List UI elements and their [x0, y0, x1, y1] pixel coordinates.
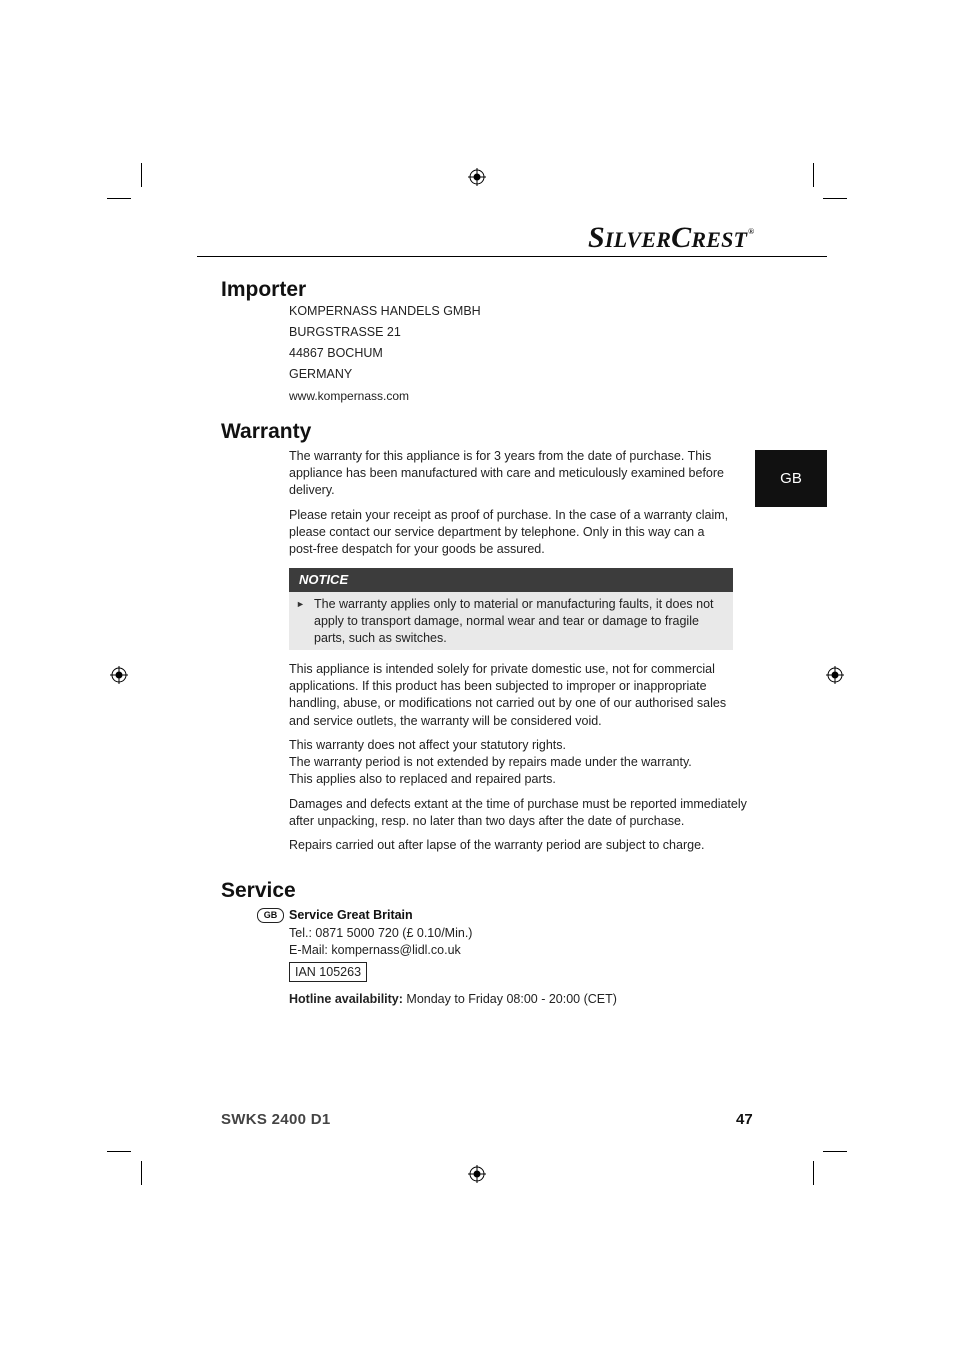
- warranty-paragraph: This appliance is intended solely for private domestic use, not for commercial applications. If this product has been subjected to improper or inappropriate handling, abuse, or modifications not carried out by one of our authorised sales and service outlets, the warranty will be considered void.: [289, 662, 727, 728]
- warranty-paragraph: Repairs carried out after lapse of the warranty period are subject to charge.: [289, 838, 705, 852]
- importer-line: KOMPERNASS HANDELS GMBH: [289, 304, 481, 318]
- warranty-paragraph: Please retain your receipt as proof of purchase. In the case of a warranty claim, please contact our service department by telephone. Only in this way can a post-free despatch for your goods be assured.: [289, 508, 729, 557]
- hotline-availability: [289, 991, 617, 1008]
- country-badge: GB: [257, 908, 284, 923]
- crop-mark: [141, 1161, 142, 1185]
- warranty-paragraph: Damages and defects extant at the time of purchase must be reported immediately after unpacking, resp. no later than two days after the date of purchase.: [289, 797, 747, 829]
- brand-logo: SILVERCREST®: [588, 221, 755, 254]
- header-rule: [197, 256, 827, 257]
- hotline-label: Hotline availability:: [289, 992, 403, 1006]
- crop-mark: [107, 198, 131, 199]
- crop-mark: [823, 198, 847, 199]
- service-email: E-Mail: kompernass@lidl.co.uk: [289, 943, 461, 957]
- notice-title: NOTICE: [289, 568, 733, 592]
- crop-mark: [141, 163, 142, 187]
- crop-mark: [107, 1151, 131, 1152]
- registration-mark-icon: [826, 666, 844, 684]
- importer-line: BURGSTRASSE 21: [289, 325, 401, 339]
- hotline-hours: Monday to Friday 08:00 - 20:00 (CET): [406, 992, 617, 1006]
- crop-mark: [813, 163, 814, 187]
- crop-mark: [813, 1161, 814, 1185]
- notice-text: The warranty applies only to material or manufacturing faults, it does not apply to transport damage, normal wear and tear or damage to fragile parts, such as switches.: [314, 597, 714, 646]
- warranty-heading: Warranty: [221, 420, 312, 443]
- language-tab: GB: [755, 450, 827, 507]
- importer-heading: Importer: [221, 278, 307, 301]
- registration-mark-icon: [110, 666, 128, 684]
- registration-mark-icon: [468, 168, 486, 186]
- service-telephone: Tel.: 0871 5000 720 (£ 0.10/Min.): [289, 926, 473, 940]
- notice-box: [289, 592, 733, 650]
- page-number: 47: [736, 1111, 753, 1128]
- warranty-paragraph: The warranty for this appliance is for 3 years from the date of purchase. This appliance has been manufactured with care and meticulously examined before delivery.: [289, 449, 724, 498]
- importer-website: www.kompernass.com: [289, 389, 410, 403]
- registration-mark-icon: [468, 1165, 486, 1183]
- crop-mark: [823, 1151, 847, 1152]
- service-heading: Service: [221, 879, 296, 902]
- footer-model: SWKS 2400 D1: [221, 1111, 331, 1128]
- ian-box: IAN 105263: [289, 962, 367, 982]
- warranty-paragraph: This warranty does not affect your statutory rights. The warranty period is not extended by repairs made under the warranty. This applies also to replaced and repaired parts.: [289, 738, 692, 787]
- importer-line: 44867 BOCHUM: [289, 346, 383, 360]
- importer-line: GERMANY: [289, 367, 353, 381]
- bullet-arrow-icon: ►: [296, 599, 305, 609]
- service-title: Service Great Britain: [289, 908, 413, 922]
